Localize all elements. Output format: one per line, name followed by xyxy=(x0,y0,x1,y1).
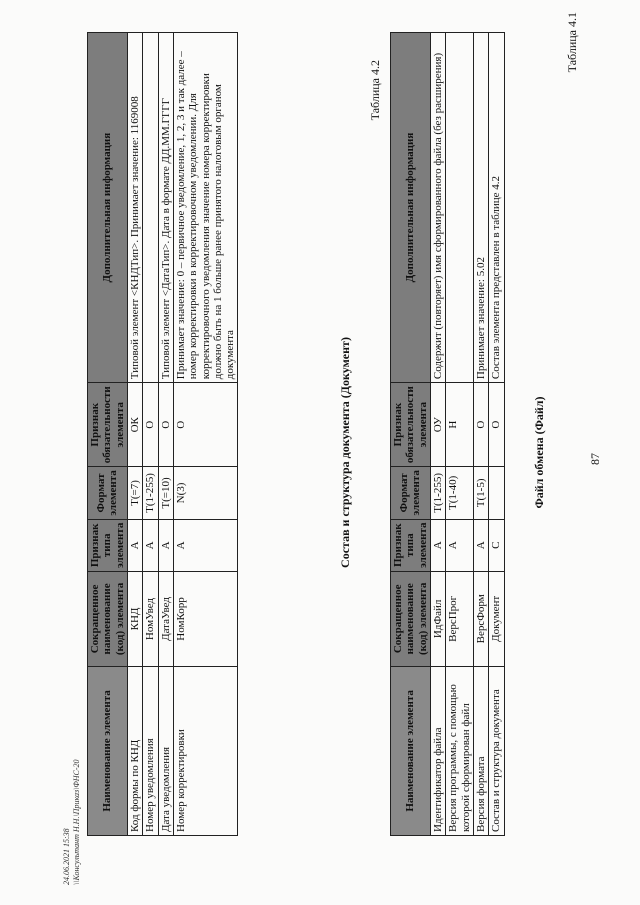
footer-timestamp: 24.06.2021 15:38 xyxy=(62,828,71,885)
table-row xyxy=(430,33,445,836)
table-cell: Состав элемента представлен в таблице 4.2 xyxy=(489,33,504,383)
table-cell: А xyxy=(158,519,173,571)
table-cell: T(1-255) xyxy=(143,467,158,519)
table-cell: А xyxy=(473,519,488,571)
table-4-1 xyxy=(390,32,505,836)
table-cell: А xyxy=(430,519,445,571)
table-cell: Идентификатор файла xyxy=(430,666,445,835)
table-4-2-caption: Состав и структура документа (Документ) xyxy=(338,337,352,568)
table-cell: А xyxy=(446,519,474,571)
column-header: Дополнительная информация xyxy=(391,33,431,383)
column-header: Сокращенное наименование (код) элемента xyxy=(88,572,128,667)
table-row xyxy=(173,33,238,836)
table-header-row xyxy=(391,33,431,836)
table-cell: Номер уведомления xyxy=(143,666,158,835)
table-cell: Содержит (повторяет) имя сформированного файла (без расширения) xyxy=(430,33,445,383)
table-row xyxy=(158,33,173,836)
page-number: 87 xyxy=(588,453,602,465)
table-cell: Версия формата xyxy=(473,666,488,835)
table-cell: А xyxy=(173,519,238,571)
table-cell: ОК xyxy=(127,383,142,467)
file-footer xyxy=(62,759,81,885)
table-4-1-caption: Файл обмена (Файл) xyxy=(532,396,546,509)
table-cell: Принимает значение: 5.02 xyxy=(473,33,488,383)
table-row xyxy=(446,33,474,836)
table-cell: Дата уведомления xyxy=(158,666,173,835)
table-cell: Код формы по КНД xyxy=(127,666,142,835)
table-cell xyxy=(143,33,158,383)
table-cell: Документ xyxy=(489,571,504,666)
column-header: Признак обязательности элемента xyxy=(391,383,431,467)
table-cell: Н xyxy=(446,383,474,467)
table-cell: T(1-255) xyxy=(430,467,445,519)
table-cell: НомУвед xyxy=(143,572,158,667)
table-cell xyxy=(446,33,474,383)
table-cell: ВерсПрог xyxy=(446,571,474,666)
table-row xyxy=(143,33,158,836)
table-header-row xyxy=(88,33,128,836)
table-row xyxy=(127,33,142,836)
table-4-1-label: Таблица 4.1 xyxy=(565,12,579,73)
column-header: Признак обязательности элемента xyxy=(88,383,128,467)
table-cell: T(=10) xyxy=(158,467,173,519)
table-cell: С xyxy=(489,519,504,571)
table-cell: А xyxy=(127,519,142,571)
table-cell: НомКорр xyxy=(173,572,238,667)
table-cell: О xyxy=(489,383,504,467)
table-cell: N(3) xyxy=(173,467,238,519)
table-row xyxy=(473,33,488,836)
table-cell xyxy=(489,467,504,519)
table-cell: Принимает значение: 0 – первичное уведомление, 1, 2, 3 и так далее – номер корректировки в корректировочном уведомлении. Для корректировочного уведомления значение номера корректировки должно быть на 1 больше ранее принятого налоговым органом документа xyxy=(173,33,238,383)
column-header: Признак типа элемента xyxy=(88,519,128,571)
table-cell: ДатаУвед xyxy=(158,572,173,667)
table-4-2 xyxy=(87,32,238,836)
table-cell: Типовой элемент <КНДТип>. Принимает значение: 1169008 xyxy=(127,33,142,383)
table-cell: Номер корректировки xyxy=(173,666,238,835)
table-cell: О xyxy=(473,383,488,467)
table-cell: О xyxy=(158,383,173,467)
column-header: Признак типа элемента xyxy=(391,519,431,571)
column-header: Формат элемента xyxy=(88,467,128,519)
table-cell: ОУ xyxy=(430,383,445,467)
column-header: Наименование элемента xyxy=(88,666,128,835)
column-header: Дополнительная информация xyxy=(88,33,128,383)
table-cell: КНД xyxy=(127,572,142,667)
table-cell: ИдФайл xyxy=(430,571,445,666)
table-cell: Версия программы, с помощью которой сформирован файл xyxy=(446,666,474,835)
table-row xyxy=(489,33,504,836)
table-cell: Типовой элемент <ДатаТип>. Дата в формате ДД.ММ.ГГГГ xyxy=(158,33,173,383)
table-cell: О xyxy=(173,383,238,467)
column-header: Сокращенное наименование (код) элемента xyxy=(391,571,431,666)
table-cell: ВерсФорм xyxy=(473,571,488,666)
column-header: Наименование элемента xyxy=(391,666,431,835)
table-4-2-label: Таблица 4.2 xyxy=(368,60,382,121)
table-cell: А xyxy=(143,519,158,571)
table-cell: T(1-5) xyxy=(473,467,488,519)
column-header: Формат элемента xyxy=(391,467,431,519)
table-cell: T(=7) xyxy=(127,467,142,519)
table-cell: T(1-40) xyxy=(446,467,474,519)
table-cell: О xyxy=(143,383,158,467)
table-cell: Состав и структура документа xyxy=(489,666,504,835)
footer-path: \\Консультант Н.Н.\Приказ\ФНС-20 xyxy=(71,759,81,885)
